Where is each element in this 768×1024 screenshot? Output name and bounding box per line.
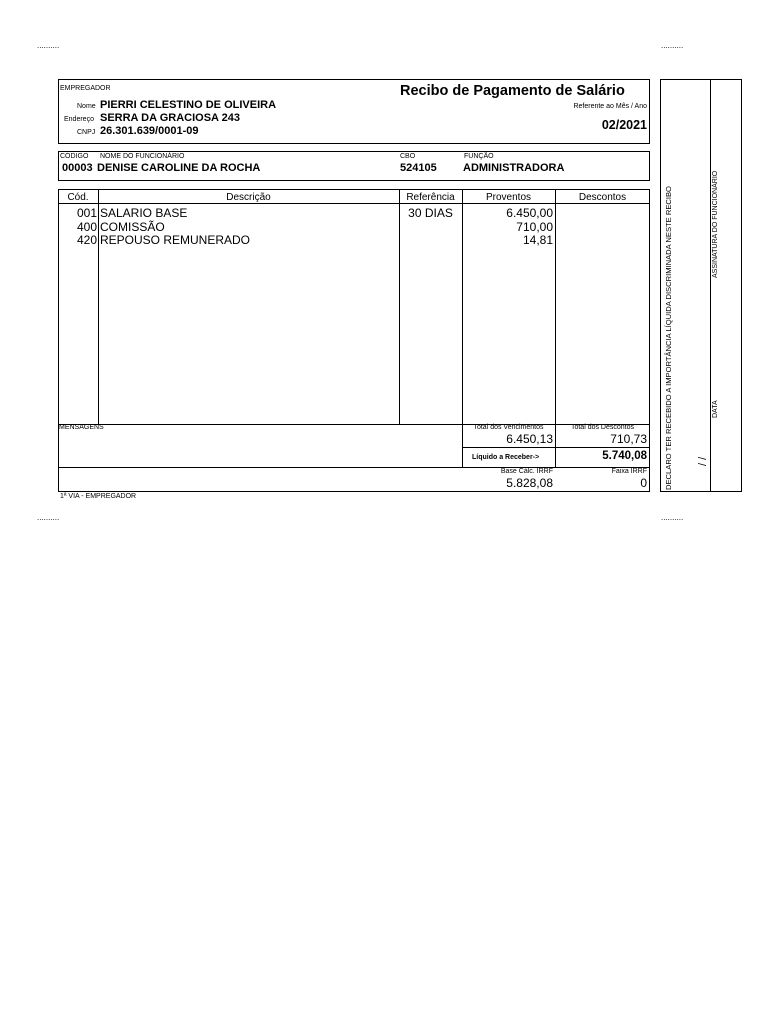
col-divider-description xyxy=(399,189,400,425)
cut-mark-top-left: .......... xyxy=(37,41,60,50)
row-3-earnings: 14,81 xyxy=(522,233,553,247)
irrf-base-value: 5.828,08 xyxy=(506,476,553,490)
table-header-divider xyxy=(58,203,650,204)
column-header-deductions: Descontos xyxy=(578,192,627,203)
net-amount-label: Líquido a Receber-> xyxy=(472,454,540,461)
row-1-reference: 30 DIAS xyxy=(408,206,453,220)
declaration-text: DECLARO TER RECEBIDO A IMPORTÂNCIA LÍQUIDA DISCRIMINADA NESTE RECIBO xyxy=(664,186,673,490)
column-header-code: Cód. xyxy=(67,192,89,203)
row-1-description: SALARIO BASE xyxy=(100,206,188,220)
employer-cnpj: 26.301.639/0001-09 xyxy=(100,125,199,137)
col-divider-code xyxy=(98,189,99,425)
cut-mark-bottom-left: .......... xyxy=(37,513,60,522)
receipt-title: Recibo de Pagamento de Salário xyxy=(400,83,625,99)
employer-name-label: Nome xyxy=(77,103,96,110)
employer-label: EMPREGADOR xyxy=(60,85,111,92)
total-earnings-label: Total dos Vencimentos xyxy=(473,424,544,431)
col-divider-earnings xyxy=(555,189,556,425)
total-earnings-value: 6.450,13 xyxy=(506,432,553,446)
employer-address: SERRA DA GRACIOSA 243 xyxy=(100,112,240,124)
employee-cbo-label: CBO xyxy=(400,153,416,160)
irrf-range-value: 0 xyxy=(640,476,647,490)
signature-label: ASSINATURA DO FUNCIONÁRIO xyxy=(712,170,719,278)
total-deductions-label: Total dos Descontos xyxy=(570,424,635,431)
messages-label: MENSAGENS xyxy=(59,424,104,431)
row-1-code: 001 xyxy=(76,206,97,220)
irrf-base-label: Base Cálc. IRRF xyxy=(500,468,553,475)
irrf-range-label: Faixa IRRF xyxy=(611,468,647,475)
employee-function-label: FUNÇÃO xyxy=(464,153,494,160)
row-1-earnings: 6.450,00 xyxy=(506,206,553,220)
employer-cnpj-label: CNPJ xyxy=(77,129,96,136)
copy-label: 1ª VIA - EMPREGADOR xyxy=(60,493,137,500)
signature-mark xyxy=(710,100,711,340)
employee-cbo: 524105 xyxy=(400,162,437,174)
employee-name-label: NOME DO FUNCIONÁRIO xyxy=(100,153,185,160)
column-header-reference: Referência xyxy=(406,192,455,203)
totals-divider-net xyxy=(462,447,650,448)
row-2-code: 400 xyxy=(76,219,97,234)
period-label: Referente ao Mês / Ano xyxy=(573,103,647,110)
total-deductions-value: 710,73 xyxy=(610,432,647,446)
net-amount-value: 5.740,08 xyxy=(602,450,647,462)
employee-code-label: CÓDIGO xyxy=(60,153,89,160)
employee-code: 00003 xyxy=(62,162,93,174)
date-slashes: / / xyxy=(697,456,709,466)
employer-name: PIERRI CELESTINO DE OLIVEIRA xyxy=(100,99,277,111)
date-label: DATA xyxy=(712,400,719,418)
row-2-description: COMISSÃO xyxy=(100,219,165,234)
employer-address-label: Endereço xyxy=(64,116,94,123)
cut-mark-top-right: .......... xyxy=(661,41,684,50)
cut-mark-bottom-right: .......... xyxy=(661,513,684,522)
row-3-description: REPOUSO REMUNERADO xyxy=(100,233,251,247)
row-2-earnings: 710,00 xyxy=(516,219,553,234)
row-3-code: 420 xyxy=(76,233,97,247)
column-header-description: Descrição xyxy=(226,192,271,203)
employee-function: ADMINISTRADORA xyxy=(463,162,565,174)
employee-name: DENISE CAROLINE DA ROCHA xyxy=(97,162,261,174)
column-header-earnings: Proventos xyxy=(485,192,532,203)
period-value: 02/2021 xyxy=(601,118,647,132)
